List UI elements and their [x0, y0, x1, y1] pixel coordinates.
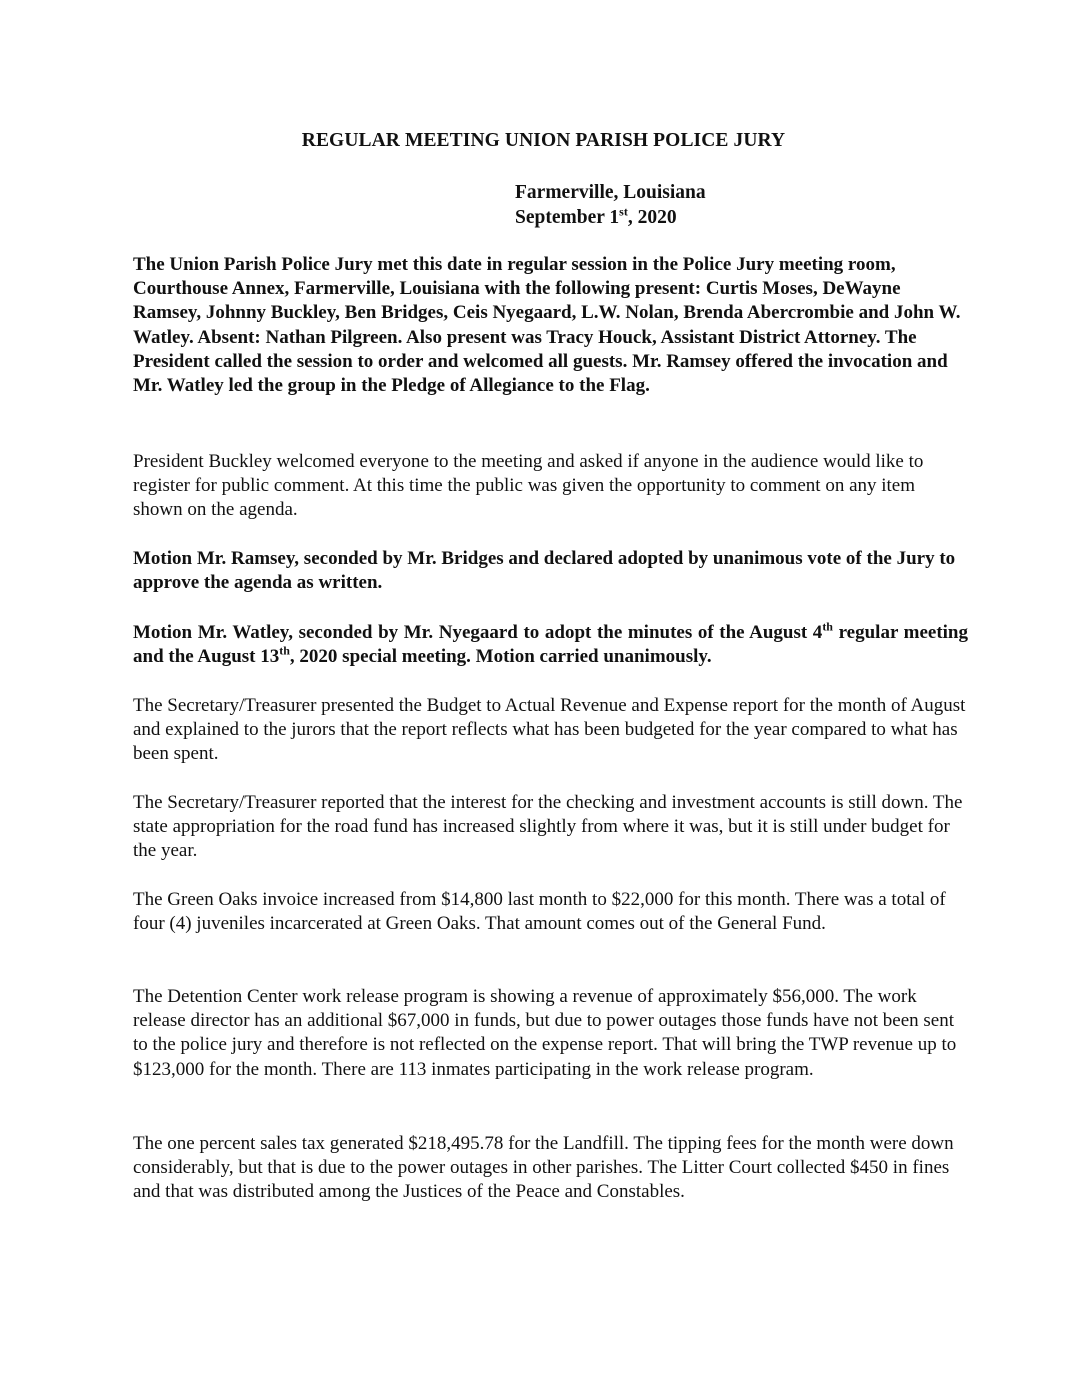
meeting-date-day: September 1 [515, 207, 620, 228]
green-oaks-paragraph: The Green Oaks invoice increased from $14,800 last month to $22,000 for this month. There was a total of four (4) juveniles incarcerated at Green Oaks. That amount comes out of the General Fund. [133, 889, 946, 935]
minutes-motion-ordinal-1: th [822, 619, 833, 634]
meeting-date [515, 205, 706, 230]
agenda-motion-paragraph: Motion Mr. Ramsey, seconded by Mr. Bridges and declared adopted by unanimous vote of the Jury to approve the agenda as written. [133, 548, 956, 594]
meeting-location: Farmerville, Louisiana [515, 182, 706, 203]
budget-report-paragraph: The Secretary/Treasurer presented the Budget to Actual Revenue and Expense report for the month of August and explained to the jurors that the report reflects what has been budgeted for the year compared to what has been spent. [133, 695, 966, 765]
detention-center-paragraph: The Detention Center work release program is showing a revenue of approximately $56,000. The work release director has an additional $67,000 in funds, but due to power outages those funds have not been sent to the police jury and therefore is not reflected on the expense report. That will bring the TWP revenue up to $123,000 for the month. There are 113 inmates participating in the work release program. [133, 986, 957, 1080]
minutes-motion-text-2: regular meeting and the August 13 [133, 622, 968, 668]
minutes-motion-text-1: Motion Mr. Watley, seconded by Mr. Nyegaard to adopt the minutes of the August 4 [133, 622, 823, 643]
minutes-motion-text-3: , 2020 special meeting. Motion carried unanimously. [289, 646, 712, 668]
interest-report-paragraph: The Secretary/Treasurer reported that the interest for the checking and investment accounts is still down. The state appropriation for the road fund has increased slightly from where it was, but it is still under budget for the year. [133, 792, 963, 862]
document-title: REGULAR MEETING UNION PARISH POLICE JURY [301, 130, 786, 151]
minutes-motion-paragraph [133, 621, 968, 669]
minutes-motion-ordinal-2: th [279, 643, 290, 658]
attendance-paragraph: The Union Parish Police Jury met this date in regular session in the Police Jury meeting room, Courthouse Annex, Farmerville, Louisiana with the following present: Curtis Moses, DeWayne Ramsey, Johnny Buckley, Ben Bridges, Ceis Nyegaard, L.W. Nolan, Brenda Abercrombie and John W. Watley. Absent: Nathan Pilgreen. Also present was Tracy Houck, Assistant District Attorney. The President called the session to order and welcomed all guests. Mr. Ramsey offered the invocation and Mr. Watley led the group in the Pledge of Allegiance to the Flag. [133, 254, 961, 397]
public-comment-paragraph: President Buckley welcomed everyone to the meeting and asked if anyone in the audience would like to register for public comment. At this time the public was given the opportunity to comment on any item shown on the agenda. [133, 451, 924, 521]
meeting-date-year: , 2020 [627, 207, 677, 228]
location-date-block [515, 180, 706, 230]
sales-tax-paragraph: The one percent sales tax generated $218,495.78 for the Landfill. The tipping fees for the month were down considerably, but that is due to the power outages in other parishes. The Litter Court collected $450 in fines and that was distributed among the Justices of the Peace and Constables. [133, 1133, 954, 1203]
meeting-date-ordinal: st [619, 204, 628, 219]
